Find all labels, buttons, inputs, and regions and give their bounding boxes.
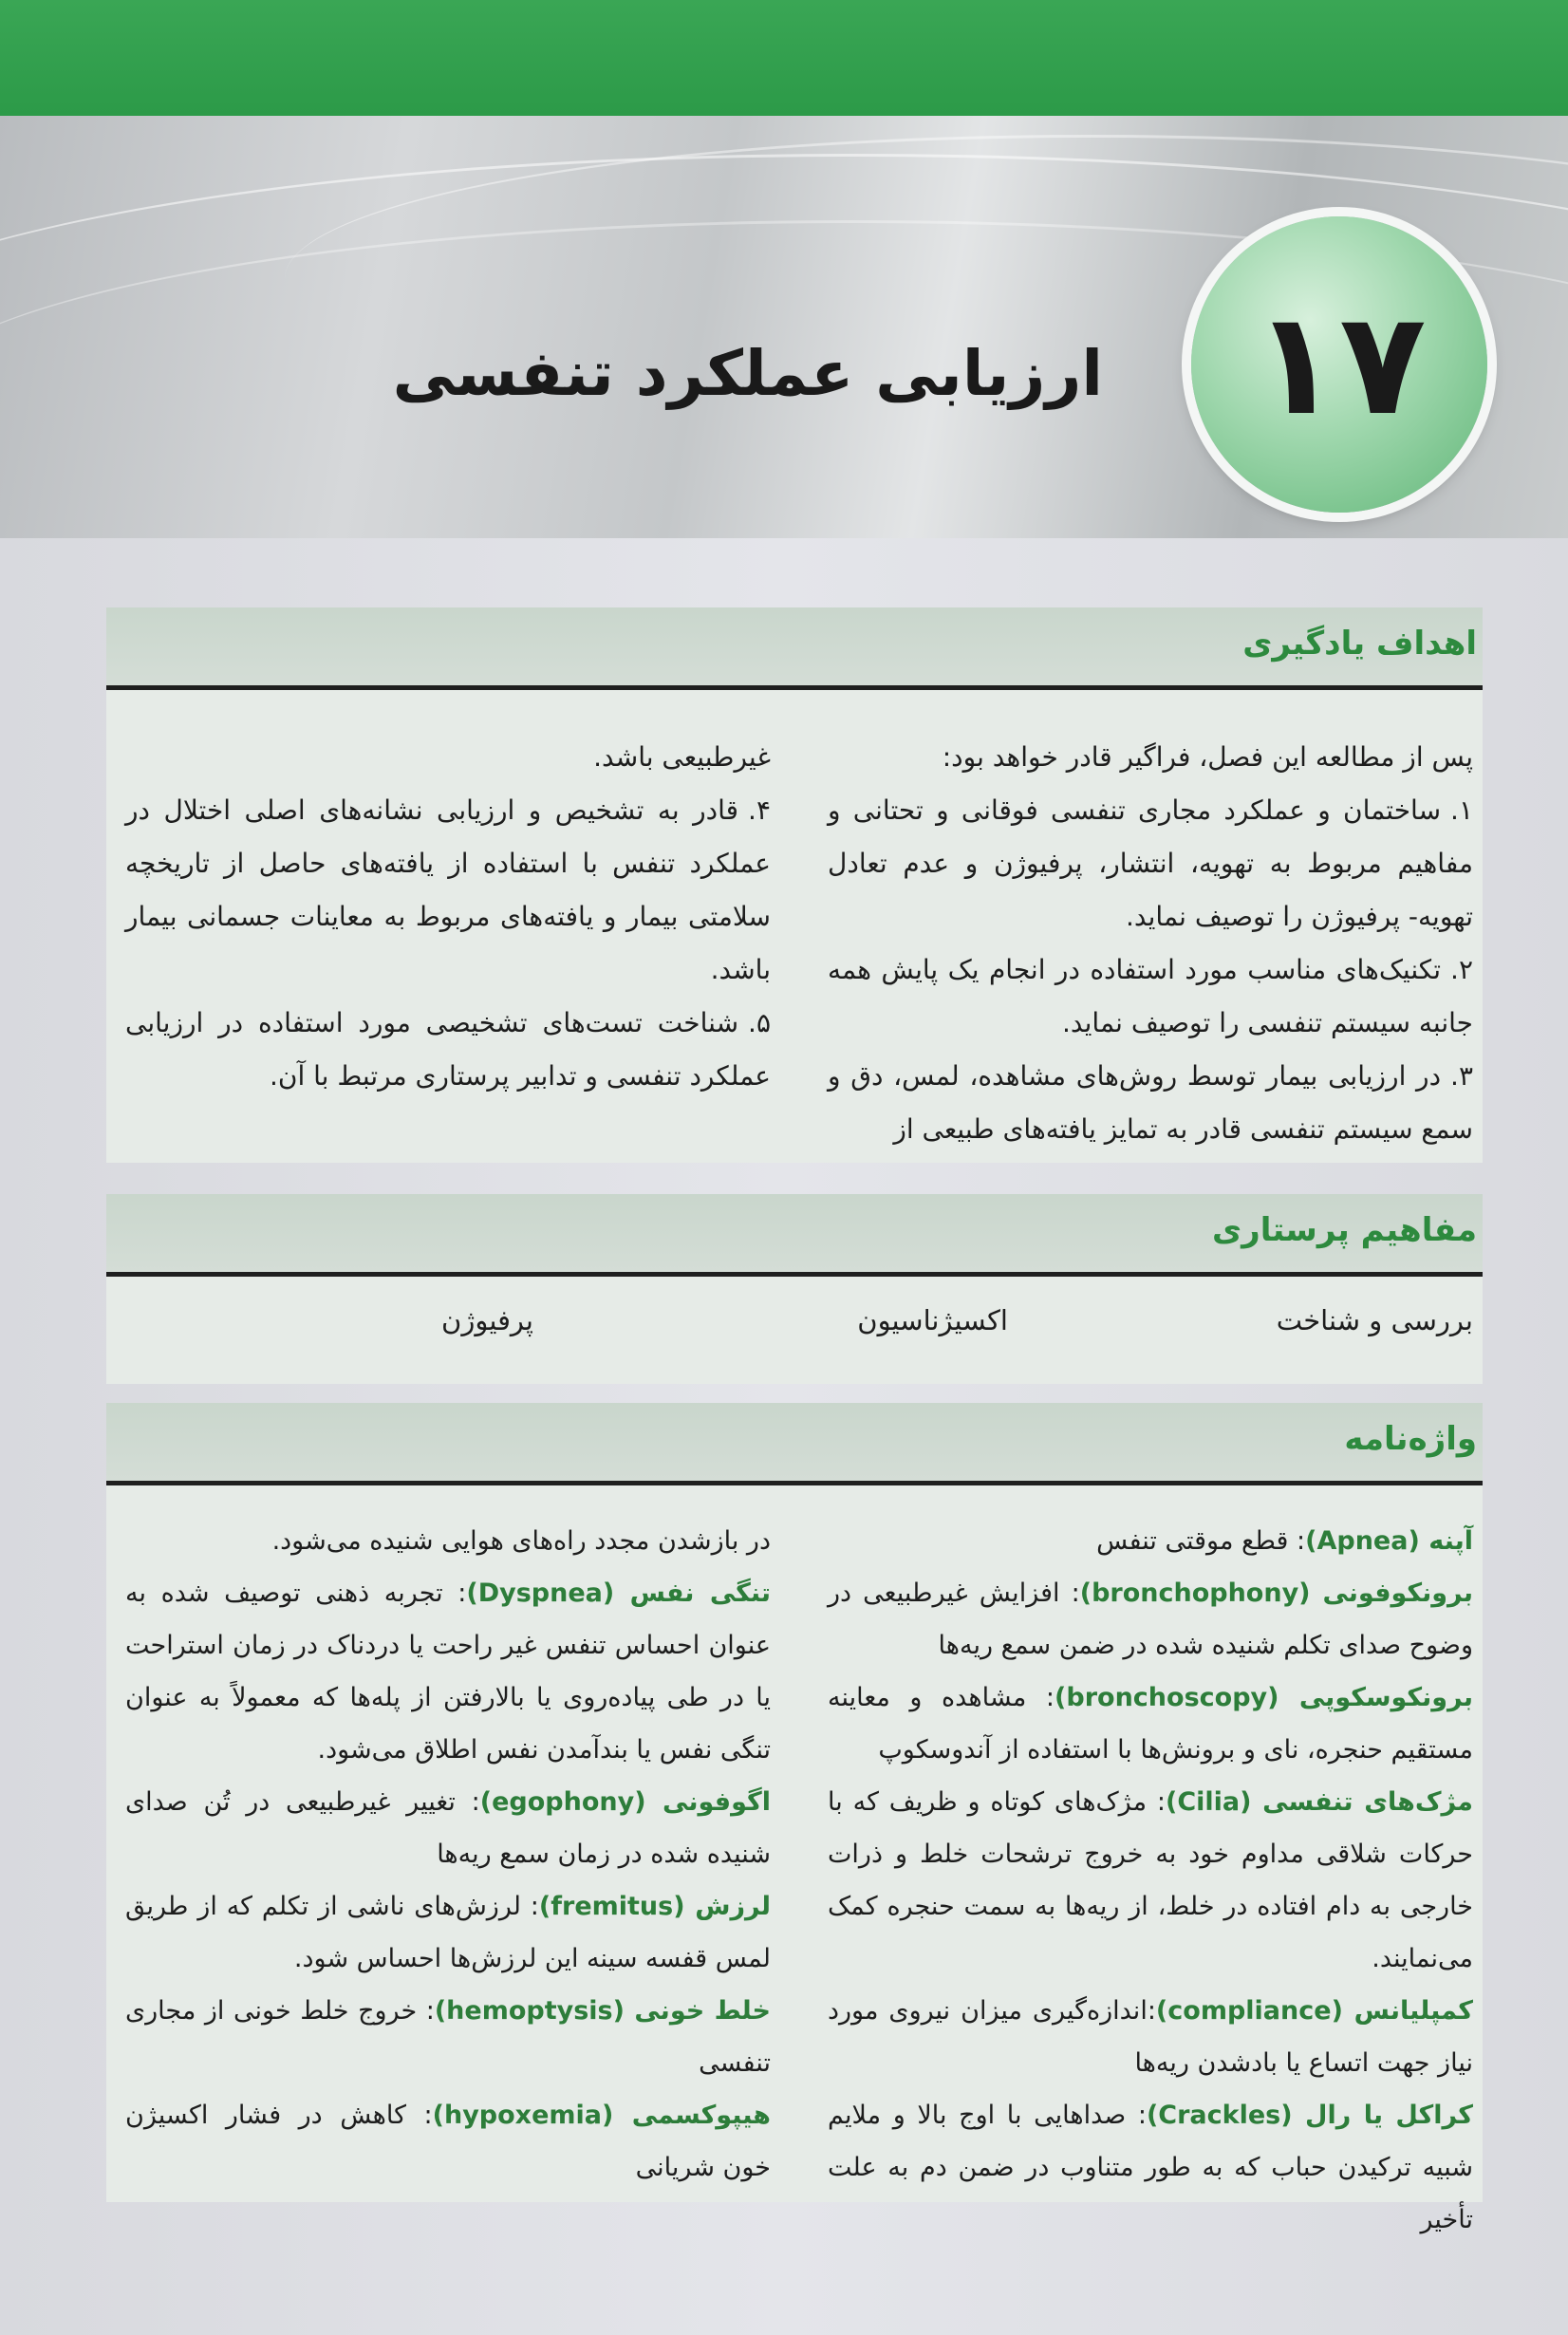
objectives-continuation: غیرطبیعی باشد.: [593, 741, 771, 773]
concepts-heading: مفاهیم پرستاری: [1212, 1211, 1477, 1249]
chapter-number: ۱۷: [1252, 282, 1427, 447]
objective-item: ۲.تکنیک‌های مناسب مورد استفاده در انجام یک پایش همه جانبه سیستم تنفسی را توصیف نماید.: [828, 954, 1473, 1038]
concepts-row: [106, 1272, 1483, 1384]
glossary-entry: کراکل یا رال (Crackles): صداهایی با اوج بالا و ملایم شبیه ترکیدن حباب که به طور متناوب در ضمن دم به علت تأخیر: [828, 2101, 1473, 2234]
concept-item: بررسی و شناخت: [1276, 1304, 1473, 1336]
glossary-continuation: در بازشدن مجدد راه‌های هوایی شنیده می‌شود.: [271, 1526, 771, 1556]
chapter-title: ارزیابی عملکرد تنفسی: [392, 337, 1103, 410]
objectives-heading: اهداف یادگیری: [1242, 625, 1477, 663]
concept-item: اکسیژناسیون: [857, 1304, 1008, 1336]
glossary-right-column: [828, 1515, 1473, 2246]
objective-item: ۱.ساختمان و عملکرد مجاری تنفسی فوقانی و تحتانی و مفاهیم مربوط به تهویه، انتشار، پرفیوژن و عدم تعادل تهویه- پرفیوژن را توصیف نماید.: [828, 794, 1473, 932]
objective-item: ۴.قادر به تشخیص و ارزیابی نشانه‌های اصلی اختلال در عملکرد تنفس با استفاده از یافته‌های حاصل از تاریخچه سلامتی بیمار و یافته‌های مربوط به معاینات جسمانی بیمار باشد.: [125, 794, 771, 985]
glossary-entry: تنگی نفس (Dyspnea): تجربه ذهنی توصیف شده به عنوان احساس تنفس غیر راحت یا دردناک در زمان استراحت یا در طی پیاده‌روی یا بالارفتن از پله‌ها که معمولاً به عنوان تنگی نفس یا بندآمدن نفس اطلاق می‌شود.: [125, 1578, 772, 1765]
objective-item: ۳.در ارزیابی بیمار توسط روش‌های مشاهده، لمس، دق و سمع سیستم تنفسی قادر به تمایز یافته‌های طبیعی از: [828, 1060, 1473, 1145]
learning-objectives-section: [106, 607, 1483, 1163]
objectives-intro: پس از مطالعه این فصل، فراگیر قادر خواهد بود:: [942, 741, 1473, 773]
nursing-concepts-section: [106, 1194, 1483, 1384]
glossary-heading: واژه‌نامه: [1344, 1420, 1477, 1458]
glossary-entry: برونکوسکوپی (bronchoscopy): مشاهده و معاینه مستقیم حنجره، نای و برونش‌ها با استفاده از آندوسکوپ: [828, 1683, 1473, 1765]
objectives-left-column: [125, 731, 771, 1103]
glossary-entry: مژک‌های تنفسی (Cilia): مژک‌های کوتاه و ظریف که با حرکات شلاقی مداوم خود به خروج ترشحات خلط و ذرات خارجی به دام افتاده در خلط، از ریه‌ها به سمت حنجره کمک می‌نمایند.: [828, 1787, 1473, 1973]
glossary-entry: آپنه (Apnea): قطع موقتی تنفس: [1096, 1526, 1473, 1556]
glossary-left-column: [125, 1515, 771, 2194]
objectives-right-column: [828, 731, 1473, 1156]
glossary-section: [106, 1403, 1483, 2234]
glossary-entry: خلط خونی (hemoptysis): خروج خلط خونی از مجاری تنفسی: [125, 1996, 772, 2078]
objective-item: ۵.شناخت تست‌های تشخیصی مورد استفاده در ارزیابی عملکرد تنفسی و تدابیر پرستاری مرتبط با آن.: [125, 1007, 771, 1092]
glossary-entry: برونکوفونی (bronchophony): افزایش غیرطبیعی در وضوح صدای تکلم شنیده شده در ضمن سمع ریه‌ها: [828, 1578, 1473, 1660]
glossary-entry: هیپوکسمی (hypoxemia): کاهش در فشار اکسیژن خون شریانی: [125, 2101, 771, 2182]
glossary-entry: لرزش (fremitus): لرزش‌های ناشی از تکلم که از طریق لمس قفسه سینه این لرزش‌ها احساس شود.: [125, 1892, 771, 1973]
section-header: [106, 1403, 1483, 1485]
section-header: [106, 607, 1483, 690]
glossary-entry: کمپلیانس (compliance):اندازه‌گیری میزان نیروی مورد نیاز جهت اتساع یا بادشدن ریه‌ها: [828, 1996, 1473, 2078]
glossary-entry: اگوفونی (egophony): تغییر غیرطبیعی در تُن صدای شنیده شده در زمان سمع ریه‌ها: [125, 1787, 772, 1869]
concept-item: پرفیوژن: [441, 1304, 533, 1336]
chapter-number-badge: [1191, 216, 1487, 513]
section-header: [106, 1194, 1483, 1277]
top-color-bar: [0, 0, 1568, 116]
